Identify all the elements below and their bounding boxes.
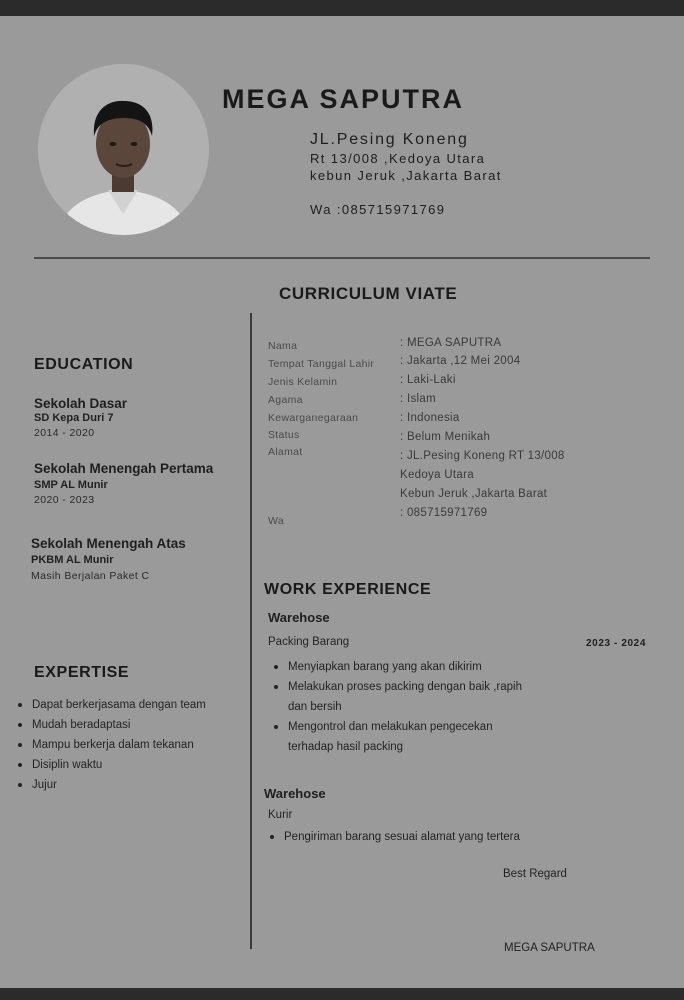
list-item: Mengontrol dan melakukan pengecekan [270, 717, 522, 737]
top-bar [0, 0, 684, 16]
job-duties-list [266, 827, 520, 847]
info-value: : Jakarta ,12 Mei 2004 [400, 355, 521, 367]
applicant-name: MEGA SAPUTRA [222, 84, 465, 114]
info-label: Nama [268, 340, 298, 352]
education-years: Masih Berjalan Paket C [31, 570, 150, 582]
info-label: Status [268, 429, 300, 441]
info-value: : Laki-Laki [400, 374, 456, 386]
header-phone: Wa :085715971769 [310, 202, 446, 217]
bottom-bar [0, 988, 684, 1000]
signature-name: MEGA SAPUTRA [504, 942, 595, 954]
address-street: JL.Pesing Koneng [310, 131, 469, 148]
work-experience-heading: WORK EXPERIENCE [264, 581, 432, 598]
info-value: : Islam [400, 393, 436, 405]
list-item: Melakukan proses packing dengan baik ,rapih [270, 677, 522, 697]
info-value: : MEGA SAPUTRA [400, 337, 502, 349]
list-item-continuation: dan bersih [288, 701, 342, 713]
education-level: Sekolah Dasar [34, 396, 128, 411]
profile-photo [38, 64, 209, 235]
info-value: : 085715971769 [400, 507, 488, 519]
list-item: Mampu berkerja dalam tekanan [18, 735, 206, 755]
info-label: Agama [268, 394, 303, 406]
education-level: Sekolah Menengah Pertama [34, 461, 214, 476]
info-value: : Belum Menikah [400, 431, 491, 443]
expertise-list [18, 695, 206, 795]
education-school: SMP AL Munir [34, 479, 108, 491]
education-level: Sekolah Menengah Atas [31, 536, 186, 551]
person-photo-icon [38, 64, 209, 235]
education-school: PKBM AL Munir [31, 554, 114, 566]
info-label: Wa [268, 515, 284, 527]
list-item: Pengiriman barang sesuai alamat yang tertera [266, 827, 520, 847]
job-years: 2023 - 2024 [586, 638, 646, 649]
list-item: Dapat berkerjasama dengan team [18, 695, 206, 715]
list-item: Disiplin waktu [18, 755, 206, 775]
education-years: 2014 - 2020 [34, 427, 95, 439]
job-company: Warehose [264, 786, 326, 801]
job-duties-list [270, 657, 522, 757]
list-item: Menyiapkan barang yang akan dikirim [270, 657, 522, 677]
list-item-continuation: terhadap hasil packing [288, 741, 404, 753]
info-label: Kewarganegaraan [268, 412, 359, 424]
info-label: Jenis Kelamin [268, 376, 338, 388]
info-value: : JL.Pesing Koneng RT 13/008 [400, 450, 565, 462]
education-school: SD Kepa Duri 7 [34, 412, 114, 424]
info-value: Kedoya Utara [400, 469, 474, 481]
info-label: Tempat Tanggal Lahir [268, 358, 375, 370]
header-divider [34, 257, 650, 259]
column-divider [250, 313, 252, 949]
expertise-heading: EXPERTISE [34, 664, 130, 681]
document-title: CURRICULUM VIATE [279, 284, 458, 303]
list-item: Jujur [18, 775, 206, 795]
info-value: Kebun Jeruk ,Jakarta Barat [400, 488, 548, 500]
education-heading: EDUCATION [34, 356, 134, 373]
address-city: kebun Jeruk ,Jakarta Barat [310, 168, 502, 183]
education-years: 2020 - 2023 [34, 494, 95, 506]
closing-regard: Best Regard [503, 868, 567, 880]
job-role: Kurir [268, 809, 293, 821]
address-rt: Rt 13/008 ,Kedoya Utara [310, 151, 486, 166]
job-company: Warehose [268, 610, 330, 625]
job-role: Packing Barang [268, 636, 350, 648]
info-label: Alamat [268, 446, 303, 458]
cv-page [0, 16, 684, 988]
info-value: : Indonesia [400, 412, 460, 424]
list-item: Mudah beradaptasi [18, 715, 206, 735]
